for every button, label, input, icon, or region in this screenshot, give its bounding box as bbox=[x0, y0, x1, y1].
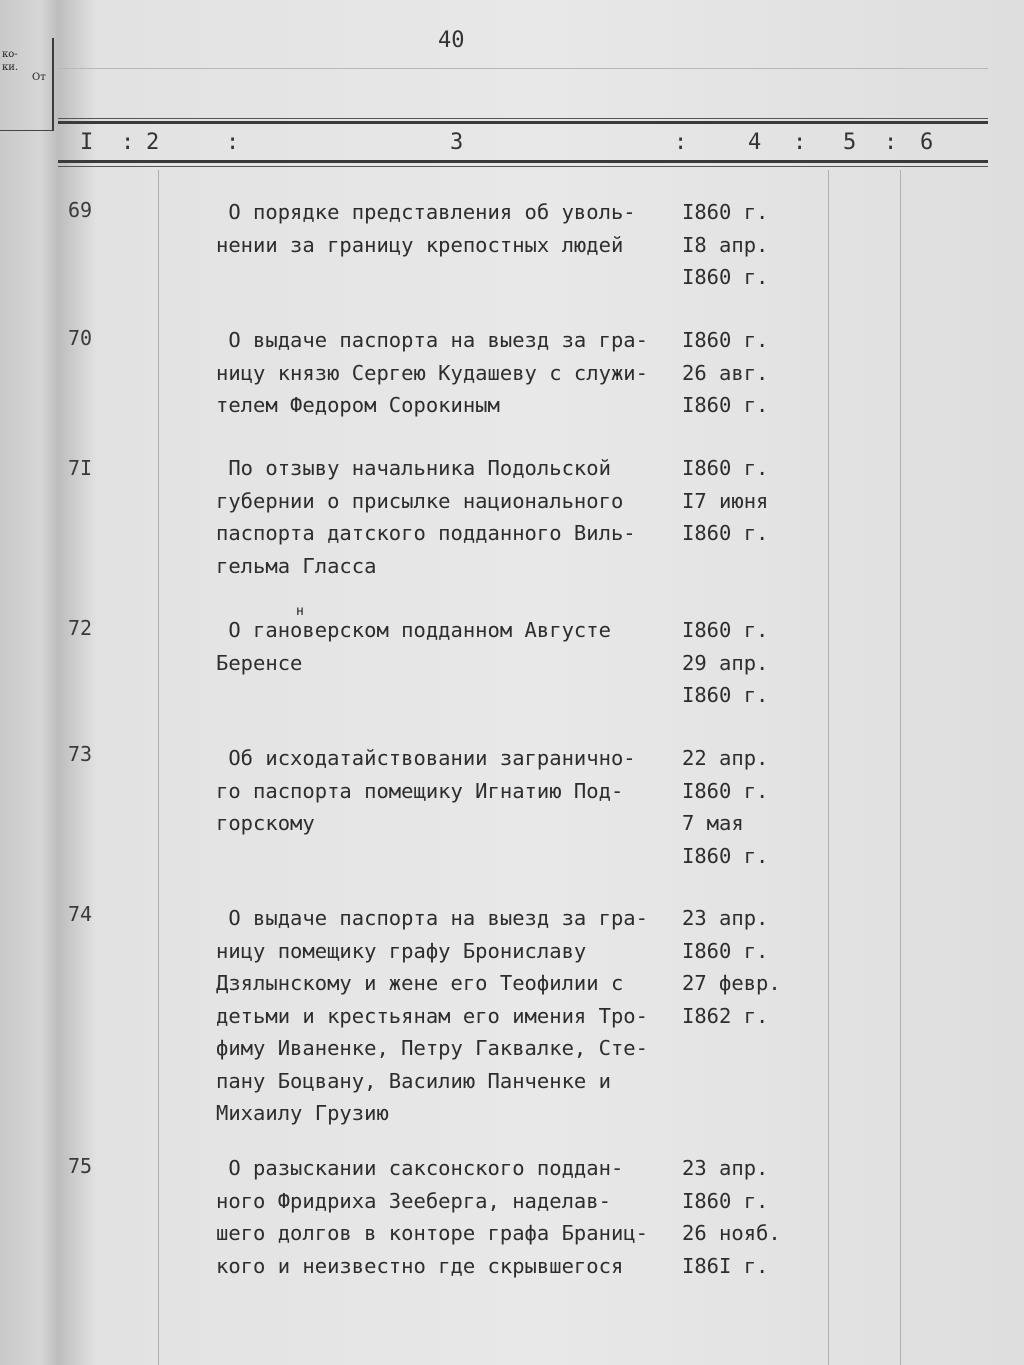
column-header-4: 4 bbox=[748, 130, 762, 155]
column-divider bbox=[828, 170, 829, 1365]
entry-dates: 22 апр. I860 г. 7 мая I860 г. bbox=[682, 746, 769, 868]
entry-title: О выдаче паспорта на выезд за гра- ницу князю Сергею Кудашеву с служи- телем Федором Сорокиным bbox=[216, 328, 648, 417]
entry-number: 75 bbox=[68, 1154, 93, 1178]
column-divider bbox=[158, 170, 159, 1365]
fragment-line: ки. bbox=[2, 62, 19, 73]
adjacent-page-fragment bbox=[2, 48, 18, 74]
entry-title: О разыскании саксонского поддан- ного Фридриха Зееберга, наделав- шего долгов в конторе графа Браниц- кого и неизвестно где скрывшегося bbox=[216, 1156, 648, 1278]
header-rule-bottom bbox=[58, 160, 988, 163]
entry-number: 72 bbox=[68, 616, 93, 640]
column-separator: : bbox=[674, 130, 688, 155]
column-separator: : bbox=[793, 130, 807, 155]
entry-number: 74 bbox=[68, 902, 93, 926]
page-number: 40 bbox=[438, 28, 465, 53]
entry-dates: I860 г. I7 июня I860 г. bbox=[682, 456, 769, 545]
adjacent-page-edge bbox=[0, 0, 58, 1365]
entry-number: 7I bbox=[68, 456, 93, 480]
fragment-line: ко- bbox=[2, 49, 18, 60]
entry-title: О порядке представления об уволь- нении за границу крепостных людей bbox=[216, 200, 636, 257]
entry-title: О гановерском подданном Августе Беренсе bbox=[216, 618, 611, 675]
column-header-5: 5 bbox=[843, 130, 857, 155]
column-header-6: 6 bbox=[920, 130, 934, 155]
entry-dates: I860 г. I8 апр. I860 г. bbox=[682, 200, 769, 289]
entry-number: 69 bbox=[68, 198, 93, 222]
column-header-3: 3 bbox=[450, 130, 464, 155]
entry-title: По отзыву начальника Подольской губернии о присылке национального паспорта датского подданного Виль- гельма Гласса bbox=[216, 456, 636, 578]
column-header-1: I bbox=[80, 130, 94, 155]
document-page bbox=[58, 0, 1024, 1365]
column-separator: : bbox=[226, 130, 240, 155]
fragment-line: От bbox=[32, 72, 46, 83]
entry-dates: I860 г. 26 авг. I860 г. bbox=[682, 328, 769, 417]
entry-title: О выдаче паспорта на выезд за гра- ницу помещику графу Брониславу Дзялынскому и жене его Теофилии с детьми и крестьянам его имения Тро- фиму Иваненке, Петру Гаквалке, Сте- пану Боцвану, Василию Панченке и Михаилу Грузию bbox=[216, 906, 648, 1125]
column-separator: : bbox=[121, 130, 135, 155]
entry-dates: I860 г. 29 апр. I860 г. bbox=[682, 618, 769, 707]
header-rule-top bbox=[58, 118, 988, 119]
entry-number: 70 bbox=[68, 326, 93, 350]
bleed-through-header bbox=[58, 68, 988, 119]
column-header-2: 2 bbox=[146, 130, 160, 155]
column-divider bbox=[900, 170, 901, 1365]
handwritten-correction: н bbox=[296, 604, 304, 619]
entry-dates: 23 апр. I860 г. 27 февр. I862 г. bbox=[682, 906, 781, 1028]
entry-number: 73 bbox=[68, 742, 93, 766]
column-separator: : bbox=[884, 130, 898, 155]
header-rule-top-thick bbox=[58, 121, 988, 124]
entry-dates: 23 апр. I860 г. 26 нояб. I86I г. bbox=[682, 1156, 781, 1278]
entry-title: Об исходатайствовании загранично- го паспорта помещику Игнатию Под- горскому bbox=[216, 746, 636, 835]
header-rule-bottom-thin bbox=[58, 166, 988, 167]
